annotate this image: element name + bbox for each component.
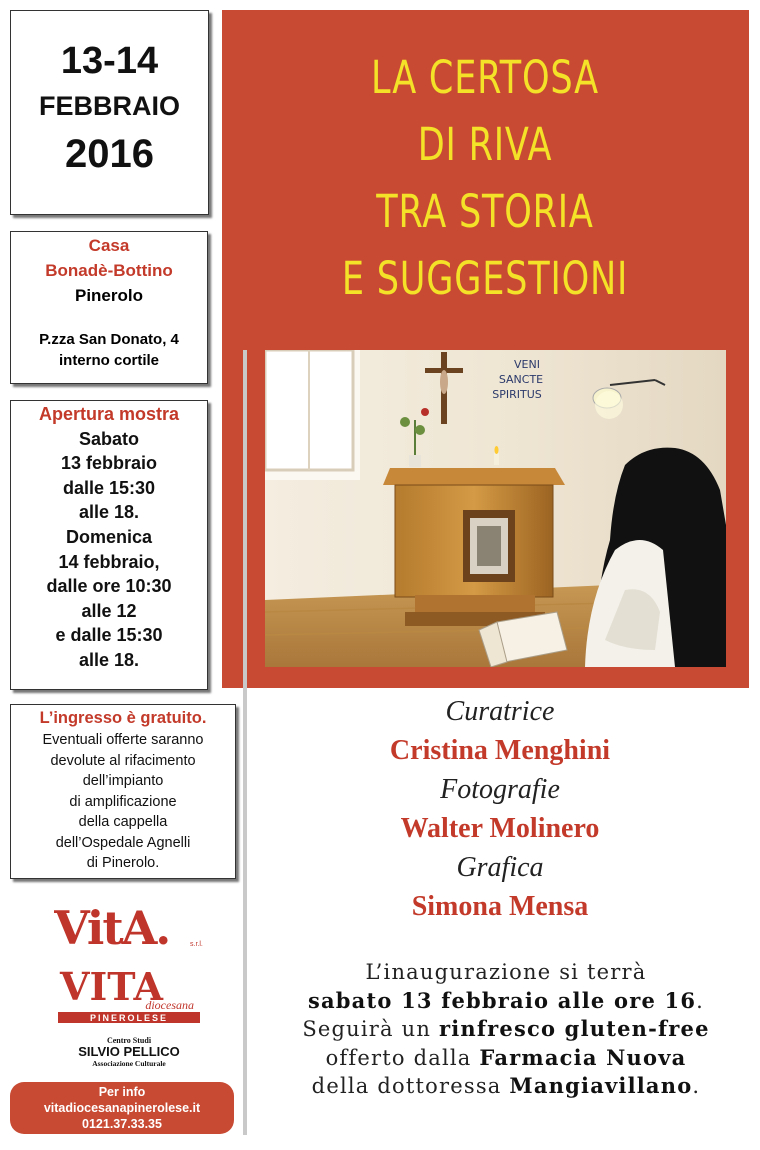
credits — [250, 692, 750, 926]
venue-box — [10, 231, 208, 384]
centro-line1: Centro Studi — [106, 1036, 152, 1045]
entry-line: devolute al rifacimento — [50, 752, 196, 769]
opening-line: alle 18. — [78, 649, 140, 670]
entry-line: di amplificazione — [69, 793, 177, 810]
credit-role-photos: Fotografie — [440, 774, 560, 805]
date-year: 2016 — [65, 132, 154, 176]
credit-name-photos: Walter Molinero — [400, 813, 600, 844]
inaug-punct: . — [692, 1074, 701, 1098]
vertical-divider — [243, 350, 247, 1135]
venue-name-line1: Casa — [88, 236, 130, 255]
info-phone: 0121.37.33.35 — [82, 1117, 162, 1131]
inaug-line: Seguirà un — [302, 1017, 439, 1041]
opening-line: e dalle 15:30 — [55, 625, 163, 646]
title-line: LA CERTOSA — [371, 51, 599, 104]
centro-studi-logo — [56, 1034, 202, 1070]
inaug-line: offerto dalla — [325, 1045, 480, 1070]
date-days: 13-14 — [60, 40, 159, 82]
inaug-line: della dottoressa — [311, 1074, 510, 1098]
credit-name-graphics: Simona Mensa — [411, 891, 589, 922]
entry-line: dell’Ospedale Agnelli — [55, 834, 191, 851]
entry-heading: L’ingresso è gratuito. — [39, 709, 207, 727]
opening-line: dalle ore 10:30 — [46, 576, 172, 597]
credit-name-curator: Cristina Menghini — [389, 735, 611, 766]
venue-address-line2: interno cortile — [58, 352, 159, 369]
vita-diocesana-main: VITA — [60, 966, 163, 1009]
centro-line3: Associazione Culturale — [92, 1059, 166, 1068]
vita-srl-logo — [54, 902, 204, 948]
info-website-link[interactable]: vitadiocesanapinerolese.it — [43, 1101, 201, 1115]
poster-title — [286, 44, 684, 312]
inauguration-text — [262, 958, 750, 1101]
entry-line: Eventuali offerte saranno — [42, 732, 204, 748]
title-line: TRA STORIA — [376, 185, 594, 238]
photo-nun-praying — [265, 350, 726, 667]
info-label: Per info — [98, 1085, 146, 1099]
venue-address-line1: P.zza San Donato, 4 — [39, 331, 179, 348]
opening-hours-box — [10, 400, 208, 690]
inaug-doctor: Mangiavillano — [509, 1073, 693, 1098]
opening-line: alle 12 — [81, 600, 137, 621]
opening-line: Domenica — [65, 526, 153, 547]
opening-line: alle 18. — [78, 502, 140, 523]
free-entry-box — [10, 704, 236, 879]
wall-text: SANCTE — [498, 373, 544, 386]
venue-name-line2: Bonadè-Bottino — [45, 261, 173, 280]
opening-line: Sabato — [78, 428, 139, 449]
wall-text: SPIRITUS — [492, 388, 542, 401]
opening-line: 13 febbraio — [60, 453, 158, 474]
inaug-punct: . — [696, 988, 705, 1013]
vita-diocesana-sub: diocesana — [145, 998, 194, 1012]
vita-diocesana-logo — [58, 966, 200, 1024]
wall-text: VENI — [514, 358, 540, 371]
info-box — [10, 1082, 234, 1134]
opening-heading: Apertura mostra — [38, 404, 180, 424]
inaug-date: sabato 13 febbraio alle ore 16 — [307, 987, 697, 1013]
opening-line: 14 febbraio, — [58, 551, 160, 572]
vita-logo-small: s.r.l. — [190, 941, 203, 948]
entry-line: di Pinerolo. — [86, 855, 160, 871]
vita-logo-text: VitA. — [54, 902, 170, 948]
date-box — [10, 10, 209, 215]
vita-diocesana-band: PINEROLESE — [89, 1013, 169, 1023]
inaug-refreshment: rinfresco gluten-free — [438, 1016, 710, 1041]
entry-line: dell’impianto — [82, 773, 164, 789]
title-line: E SUGGESTIONI — [341, 252, 629, 305]
entry-line: della cappella — [78, 814, 168, 830]
credit-role-graphics: Grafica — [456, 852, 544, 883]
date-month: FEBBRAIO — [39, 91, 180, 121]
opening-line: dalle 15:30 — [62, 477, 156, 498]
venue-city: Pinerolo — [74, 286, 143, 305]
inaug-line: L’inaugurazione si terrà — [365, 960, 647, 984]
title-line: DI RIVA — [417, 118, 553, 171]
centro-line2: SILVIO PELLICO — [78, 1044, 180, 1059]
credit-role-curator: Curatrice — [445, 696, 555, 727]
inaug-pharmacy: Farmacia Nuova — [479, 1044, 687, 1070]
